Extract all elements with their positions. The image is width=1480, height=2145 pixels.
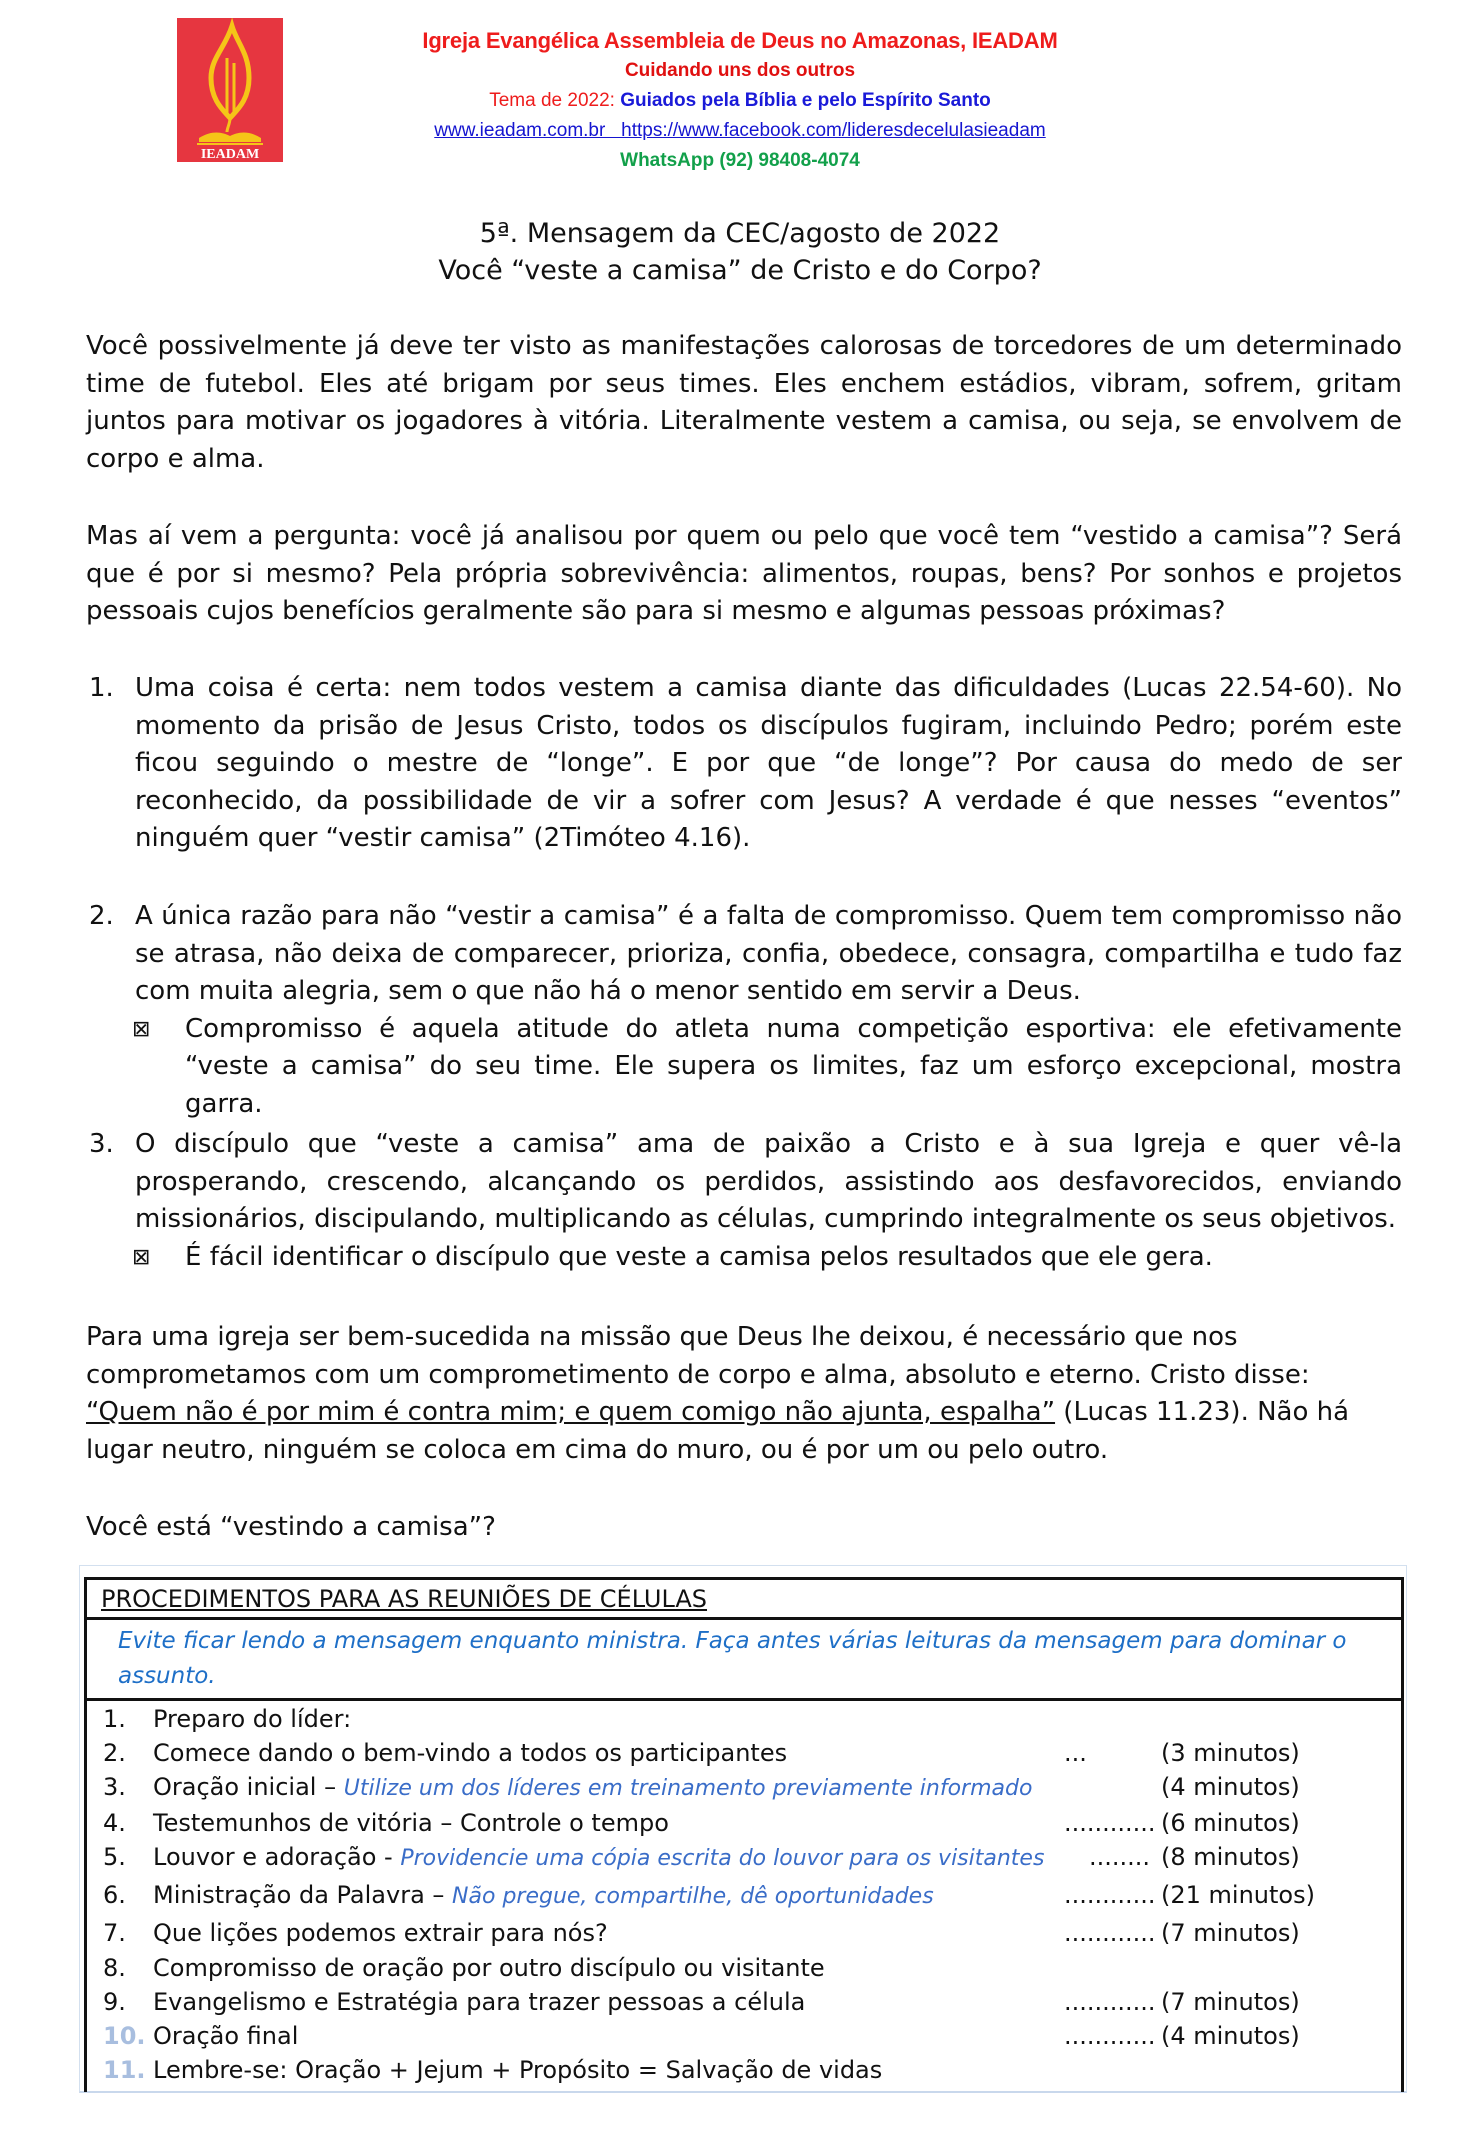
- item-duration: (6 minutos): [1161, 1809, 1300, 1837]
- leader-dots: ........: [1089, 1843, 1151, 1871]
- item-number: 10.: [103, 2022, 146, 2050]
- paragraph-question: Mas aí vem a pergunta: você já analisou por quem ou pelo que você tem “vestido a camisa”? Será que é por si mesmo? Pela própria sobrevivência: alimentos, roupas, bens? Por sonhos e projetos pessoais cujos benefícios geralmente são para si mesmo e algumas pessoas próximas?: [86, 521, 1402, 626]
- missing-glyph-bullet-icon: ⊠: [132, 1244, 151, 1270]
- conclusion-text-end: (Lucas 11.23). Não há lugar neutro, ninguém se coloca em cima do muro, ou é por um ou pelo outro.: [86, 1397, 1350, 1465]
- item-number: 2.: [103, 1739, 126, 1767]
- item-label: Comece dando o bem-vindo a todos os participantes: [153, 1739, 788, 1767]
- item-label: Preparo do líder:: [153, 1705, 352, 1733]
- closing-question: Você está “vestindo a camisa”?: [86, 1512, 496, 1542]
- item-label: Testemunhos de vitória – Controle o tempo: [153, 1809, 669, 1837]
- table-heading: PROCEDIMENTOS PARA AS REUNIÕES DE CÉLULAS: [101, 1585, 708, 1613]
- flame-book-icon: [177, 18, 283, 162]
- message-title: 5ª. Mensagem da CEC/agosto de 2022: [479, 218, 1001, 249]
- leader-dots: ............: [1064, 2022, 1156, 2050]
- leader-dots: ............: [1064, 1881, 1156, 1909]
- item-label: Que lições podemos extrair para nós?: [153, 1919, 608, 1947]
- item-number: 9.: [103, 1988, 126, 2016]
- leader-dots: ............: [1064, 1988, 1156, 2016]
- table-instruction: Evite ficar lendo a mensagem enquanto ministra. Faça antes várias leituras da mensagem para dominar o assunto.: [118, 1628, 1347, 1689]
- item-number: 4.: [103, 1809, 126, 1837]
- item-duration: (21 minutos): [1161, 1881, 1315, 1909]
- table-heading-row: [87, 1580, 1401, 1620]
- table-row: [87, 1988, 1401, 2022]
- org-name: Igreja Evangélica Assembleia de Deus no Amazonas, IEADAM: [422, 28, 1058, 53]
- theme-text: Guiados pela Bíblia e pelo Espírito Santo: [620, 90, 991, 111]
- list-item-1: [86, 670, 1402, 858]
- list-item-3: [86, 1126, 1402, 1276]
- table-row: [87, 2056, 1401, 2090]
- list-text: Uma coisa é certa: nem todos vestem a camisa diante das dificuldades (Lucas 22.54-60). No momento da prisão de Jesus Cristo, todos os discípulos fugiram, incluindo Pedro; porém este ficou seguindo o mestre de “longe”. E por que “de longe”? Por causa do medo de ser reconhecido, da possibilidade de vir a sofrer com Jesus? A verdade é que nesses “eventos” ninguém quer “vestir camisa” (2Timóteo 4.16).: [135, 673, 1402, 853]
- item-duration: (3 minutos): [1161, 1739, 1300, 1767]
- table-row: [87, 1919, 1401, 1953]
- table-instruction-row: [87, 1620, 1401, 1701]
- slogan: Cuidando uns dos outros: [624, 60, 856, 81]
- table-row: [87, 1881, 1401, 1915]
- item-number: 11.: [103, 2056, 146, 2084]
- scripture-quote: “Quem não é por mim é contra mim; e quem comigo não ajunta, espalha”: [86, 1397, 1056, 1427]
- svg-text:IEADAM: IEADAM: [200, 147, 260, 162]
- sub-bullet-text: É fácil identificar o discípulo que veste a camisa pelos resultados que ele gera.: [185, 1241, 1213, 1272]
- item-label: Oração final: [153, 2022, 299, 2050]
- table-row: [87, 2022, 1401, 2056]
- paragraph-intro: Você possivelmente já deve ter visto as manifestações calorosas de torcedores de um determinado time de futebol. Eles até brigam por seus times. Eles enchem estádios, vibram, sofrem, gritam juntos para motivar os jogadores à vitória. Literalmente vestem a camisa, ou seja, se envolvem de corpo e alma.: [86, 331, 1402, 474]
- sub-bullet: [132, 1011, 1402, 1124]
- item-duration: (8 minutos): [1161, 1843, 1300, 1871]
- theme-line: [300, 90, 1180, 112]
- whatsapp-contact: WhatsApp (92) 98408-4074: [620, 150, 860, 171]
- item-label: Louvor e adoração - Providencie uma cópia escrita do louvor para os visitantes: [153, 1843, 1045, 1871]
- item-duration: (7 minutos): [1161, 1919, 1300, 1947]
- item-number: 8.: [103, 1954, 126, 1982]
- item-label: Evangelismo e Estratégia para trazer pessoas a célula: [153, 1988, 806, 2016]
- ieadam-logo: [177, 18, 283, 162]
- links[interactable]: www.ieadam.com.br https://www.facebook.com/lideresdecelulasieadam: [434, 120, 1046, 141]
- item-duration: (4 minutos): [1161, 2022, 1300, 2050]
- leader-dots: ...: [1064, 1739, 1087, 1767]
- table-row: [87, 1843, 1401, 1877]
- table-row: [87, 1739, 1401, 1773]
- leader-dots: ............: [1064, 1919, 1156, 1947]
- paragraph-conclusion: [86, 1319, 1402, 1469]
- theme-prefix: Tema de 2022:: [489, 90, 615, 111]
- list-text: A única razão para não “vestir a camisa” é a falta de compromisso. Quem tem compromisso não se atrasa, não deixa de comparecer, prioriza, confia, obedece, consagra, compartilha e tudo faz com muita alegria, sem o que não há o menor sentido em servir a Deus.: [135, 901, 1402, 1006]
- list-number: 2.: [89, 901, 114, 931]
- item-duration: (7 minutos): [1161, 1988, 1300, 2016]
- list-item-2: [86, 898, 1402, 1123]
- leader-dots: ............: [1064, 1809, 1156, 1837]
- item-number: 3.: [103, 1773, 126, 1801]
- list-number: 3.: [89, 1129, 114, 1159]
- conclusion-text: Para uma igreja ser bem-sucedida na missão que Deus lhe deixou, é necessário que nos comprometamos com um comprometimento de corpo e alma, absoluto e eterno. Cristo disse:: [86, 1322, 1310, 1390]
- item-label: Lembre-se: Oração + Jejum + Propósito = Salvação de vidas: [153, 2056, 883, 2084]
- table-row: [87, 1773, 1401, 1807]
- item-duration: (4 minutos): [1161, 1773, 1300, 1801]
- item-number: 7.: [103, 1919, 126, 1947]
- list-number: 1.: [89, 673, 114, 703]
- table-row: [87, 1809, 1401, 1843]
- table-row: [87, 1954, 1401, 1988]
- list-text: O discípulo que “veste a camisa” ama de paixão a Cristo e à sua Igreja e quer vê-la prosperando, crescendo, alcançando os perdidos, assistindo aos desfavorecidos, enviando missionários, discipulando, multiplicando as células, cumprindo integralmente os seus objetivos.: [135, 1129, 1402, 1234]
- item-label: Oração inicial – Utilize um dos líderes em treinamento previamente informado: [153, 1773, 1033, 1801]
- missing-glyph-bullet-icon: ⊠: [132, 1016, 151, 1042]
- sub-bullet: [132, 1239, 1402, 1277]
- item-label: Compromisso de oração por outro discípulo ou visitante: [153, 1954, 825, 1982]
- table-row: [87, 1705, 1401, 1739]
- item-number: 1.: [103, 1705, 126, 1733]
- item-number: 6.: [103, 1881, 126, 1909]
- sub-bullet-text: Compromisso é aquela atitude do atleta numa competição esportiva: ele efetivamente “veste a camisa” do seu time. Ele supera os limites, faz um esforço excepcional, mostra garra.: [185, 1013, 1402, 1119]
- item-label: Ministração da Palavra – Não pregue, compartilhe, dê oportunidades: [153, 1881, 934, 1909]
- procedures-table: [84, 1577, 1404, 2092]
- item-number: 5.: [103, 1843, 126, 1871]
- message-subtitle: Você “veste a camisa” de Cristo e do Corpo?: [438, 255, 1042, 286]
